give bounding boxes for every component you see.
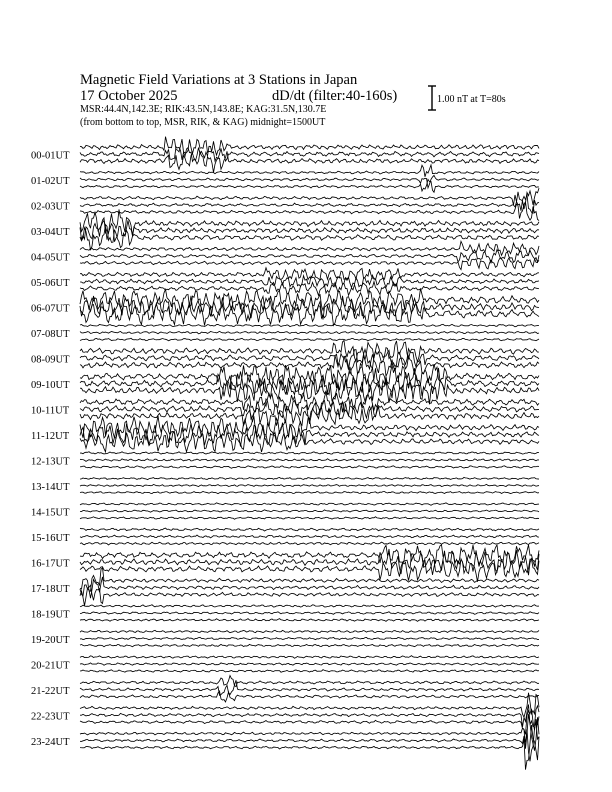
hour-label-14: 14-15UT bbox=[31, 507, 70, 519]
hour-label-16: 16-17UT bbox=[31, 558, 70, 570]
hour-label-8: 08-09UT bbox=[31, 354, 70, 366]
trace-kag-19 bbox=[80, 644, 539, 646]
hour-label-13: 13-14UT bbox=[31, 482, 70, 493]
scale-bar-label: 1.00 nT at T=80s bbox=[437, 94, 506, 105]
hour-label-1: 01-02UT bbox=[31, 176, 70, 187]
trace-rik-1 bbox=[80, 175, 539, 188]
hour-label-17: 17-18UT bbox=[31, 584, 70, 595]
hour-label-7: 07-08UT bbox=[31, 329, 70, 340]
trace-kag-13 bbox=[80, 491, 539, 493]
trace-kag-20 bbox=[80, 670, 539, 673]
trace-msr-4 bbox=[80, 241, 539, 255]
trace-kag-3 bbox=[80, 225, 539, 251]
trace-kag-6 bbox=[80, 303, 539, 326]
trace-kag-21 bbox=[80, 691, 539, 702]
trace-msr-23 bbox=[80, 714, 539, 750]
trace-rik-18 bbox=[80, 612, 539, 615]
hour-labels bbox=[31, 151, 70, 749]
hour-label-15: 15-16UT bbox=[31, 533, 70, 544]
hour-label-9: 09-10UT bbox=[31, 380, 70, 391]
chart-title: Magnetic Field Variations at 3 Stations in Japan bbox=[80, 72, 358, 88]
trace-kag-7 bbox=[80, 338, 539, 341]
trace-msr-9 bbox=[80, 364, 539, 391]
hour-label-20: 20-21UT bbox=[31, 660, 70, 672]
hour-label-2: 02-03UT bbox=[31, 201, 70, 213]
hour-label-23: 23-24UT bbox=[31, 737, 70, 748]
trace-rik-4 bbox=[80, 250, 539, 264]
trace-rik-11 bbox=[80, 423, 539, 447]
trace-rik-9 bbox=[80, 368, 539, 398]
hour-label-3: 03-04UT bbox=[31, 227, 70, 238]
hour-label-0: 00-01UT bbox=[31, 150, 70, 162]
trace-msr-2 bbox=[80, 188, 539, 209]
trace-msr-12 bbox=[80, 452, 539, 454]
trace-msr-20 bbox=[80, 656, 539, 659]
trace-rik-13 bbox=[80, 484, 539, 486]
hour-label-19: 19-20UT bbox=[31, 635, 70, 646]
trace-msr-13 bbox=[80, 477, 539, 479]
trace-kag-11 bbox=[80, 429, 539, 452]
trace-msr-11 bbox=[80, 416, 539, 440]
trace-rik-19 bbox=[80, 637, 539, 640]
trace-rik-14 bbox=[80, 510, 539, 512]
station-coordinates: MSR:44.4N,142.3E; RIK:43.5N,143.8E; KAG:31.5N,130.7E bbox=[80, 104, 327, 115]
trace-msr-5 bbox=[80, 268, 539, 281]
trace-kag-16 bbox=[80, 559, 539, 582]
trace-kag-1 bbox=[80, 179, 539, 192]
hour-label-4: 04-05UT bbox=[31, 252, 70, 264]
trace-msr-14 bbox=[80, 503, 539, 505]
hour-label-6: 06-07UT bbox=[31, 303, 70, 315]
trace-rik-12 bbox=[80, 459, 539, 462]
trace-rik-7 bbox=[80, 331, 539, 333]
trace-rik-15 bbox=[80, 535, 539, 538]
chart-metric: dD/dt (filter:40-160s) bbox=[272, 88, 398, 104]
trace-kag-12 bbox=[80, 466, 539, 469]
hour-label-18: 18-19UT bbox=[31, 609, 70, 621]
trace-msr-18 bbox=[80, 605, 539, 608]
trace-msr-19 bbox=[80, 630, 539, 632]
trace-msr-7 bbox=[80, 324, 539, 327]
hour-label-5: 05-06UT bbox=[31, 278, 70, 289]
trace-msr-21 bbox=[80, 676, 539, 687]
trace-kag-18 bbox=[80, 619, 539, 622]
hour-label-11: 11-12UT bbox=[31, 431, 70, 442]
hour-label-12: 12-13UT bbox=[31, 456, 70, 468]
trace-kag-22 bbox=[80, 709, 539, 735]
chart-date: 17 October 2025 bbox=[80, 88, 178, 104]
trace-msr-1 bbox=[80, 165, 539, 177]
trace-kag-14 bbox=[80, 517, 539, 519]
trace-kag-4 bbox=[80, 258, 539, 270]
trace-rik-20 bbox=[80, 663, 539, 666]
hour-label-21: 21-22UT bbox=[31, 686, 70, 697]
trace-kag-23 bbox=[80, 725, 539, 770]
trace-msr-15 bbox=[80, 528, 539, 531]
trace-rik-3 bbox=[80, 220, 539, 241]
trace-rik-16 bbox=[80, 549, 539, 575]
trace-group bbox=[80, 137, 539, 770]
trace-kag-15 bbox=[80, 542, 539, 545]
hour-label-22: 22-23UT bbox=[31, 711, 70, 723]
hour-label-10: 10-11UT bbox=[31, 405, 70, 417]
trace-order-note: (from bottom to top, MSR, RIK, & KAG) midnight=1500UT bbox=[80, 117, 326, 128]
trace-rik-23 bbox=[80, 722, 539, 762]
scale-bar bbox=[428, 86, 436, 110]
